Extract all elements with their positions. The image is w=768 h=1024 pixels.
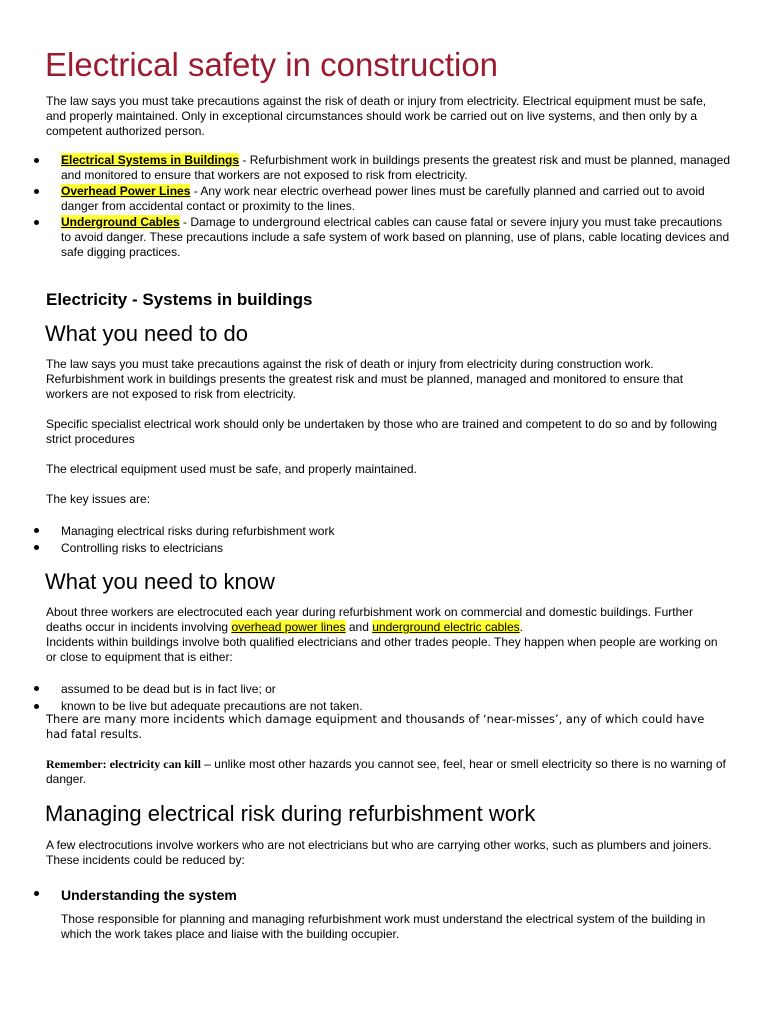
know-paragraph-1: About three workers are electrocuted each year during refurbishment work on commercial and domestic buildings. Further deaths occur in incidents involving overhead power lines and underground electric cables. xyxy=(46,605,693,634)
heading-what-to-know: What you need to know xyxy=(45,569,275,594)
know-paragraph-2: Incidents within buildings involve both qualified electricians and other trades people. They happen when people are working on or close to equipment that is either: xyxy=(46,635,718,664)
list-item: assumed to be dead but is in fact live; or xyxy=(30,681,730,697)
understanding-paragraph: Those responsible for planning and managing refurbishment work must understand the electrical system of the building in which the work takes place and liaise with the building occupier. xyxy=(61,912,706,941)
list-item xyxy=(30,886,730,905)
todo-paragraph-3: The electrical equipment used must be safe, and properly maintained. xyxy=(46,462,417,476)
list-item: Controlling risks to electricians xyxy=(30,540,730,557)
todo-paragraph-2: Specific specialist electrical work should only be undertaken by those who are trained and competent to do so and by following strict procedures xyxy=(46,417,718,446)
remember-label: Remember: electricity can kill xyxy=(46,757,201,771)
page-title: Electrical safety in construction xyxy=(45,46,499,83)
intro-paragraph: The law says you must take precautions against the risk of death or injury from electricity. Electrical equipment must be safe, and properly maintained. Only in exceptional circumstances should work be carried out on live systems, and then only by a competent authorized person. xyxy=(46,94,707,138)
know-paragraph-3: There are many more incidents which damage equipment and thousands of ‘near-misses’, any of which could have had fatal results. xyxy=(46,712,705,741)
heading-what-to-do: What you need to do xyxy=(45,321,249,346)
list-item: known to be live but adequate precautions are not taken. xyxy=(30,699,730,714)
managing-paragraph-1: A few electrocutions involve workers who are not electricians but who are carrying other works, such as plumbers and joiners. These incidents could be reduced by: xyxy=(46,838,712,867)
understanding-title: Understanding the system xyxy=(61,887,237,903)
list-item: Managing electrical risks during refurbishment work xyxy=(30,523,730,540)
section-heading-systems: Electricity - Systems in buildings xyxy=(46,290,313,309)
reduction-measures-list xyxy=(30,886,730,905)
hazard-term-underground[interactable]: Underground Cables xyxy=(61,215,180,229)
link-overhead-power-lines[interactable]: overhead power lines xyxy=(231,620,346,634)
heading-managing-risk: Managing electrical risk during refurbishment work xyxy=(45,801,536,826)
key-issues-list xyxy=(30,523,730,557)
todo-paragraph-1: The law says you must take precautions against the risk of death or injury from electricity during construction work. Refurbishment work in buildings presents the greatest risk and must be planned, managed and monitored to ensure that workers are not exposed to risk from electricity. xyxy=(46,357,684,401)
remember-paragraph: Remember: electricity can kill – unlike most other hazards you cannot see, feel, hear or smell electricity so there is no warning of danger. xyxy=(46,757,726,786)
link-underground-electric-cables[interactable]: underground electric cables xyxy=(372,620,520,634)
hazard-term-buildings[interactable]: Electrical Systems in Buildings xyxy=(61,153,240,167)
hazard-term-overhead[interactable]: Overhead Power Lines xyxy=(61,184,191,198)
list-item: Overhead Power Lines - Any work near electric overhead power lines must be carefully planned and carried out to avoid danger from accidental contact or proximity to the lines. xyxy=(30,184,730,214)
list-item: Electrical Systems in Buildings - Refurbishment work in buildings presents the greatest risk and must be planned, managed and monitored to ensure that workers are not exposed to risk from electricity. xyxy=(30,153,730,183)
hazard-list xyxy=(30,153,730,260)
todo-paragraph-4: The key issues are: xyxy=(46,492,151,506)
incident-conditions-list xyxy=(30,681,730,714)
list-item: Underground Cables - Damage to underground electrical cables can cause fatal or severe injury you must take precautions to avoid danger. These precautions include a safe system of work based on planning, use of plans, cable locating devices and safe digging practices. xyxy=(30,215,730,260)
